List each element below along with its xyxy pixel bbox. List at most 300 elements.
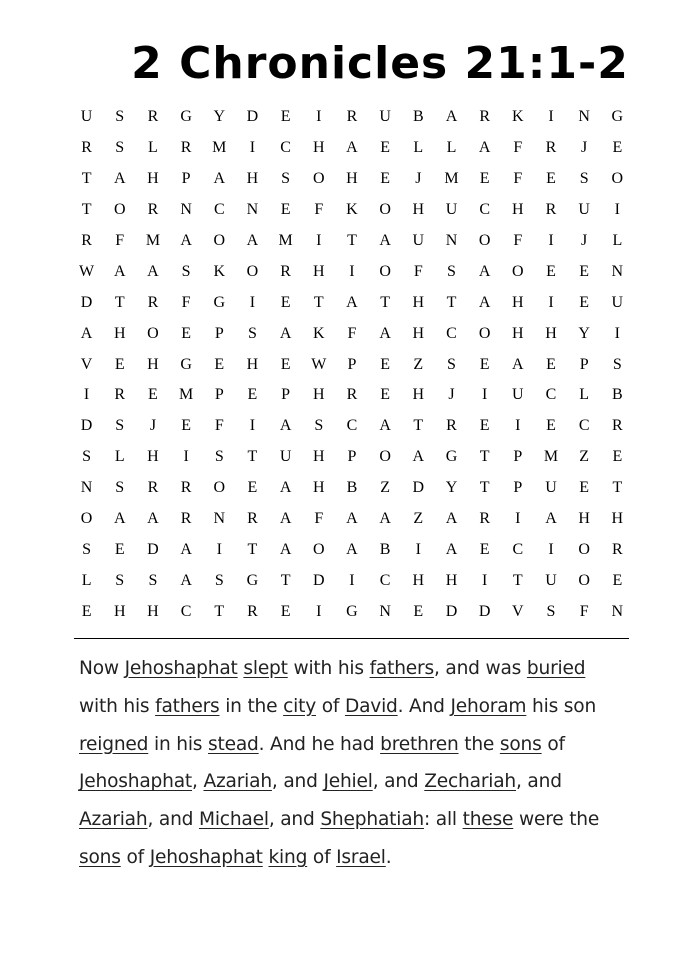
grid-letter: A (147, 510, 159, 528)
passage-text: . And he had (258, 733, 381, 755)
passage-text: of (541, 733, 565, 755)
grid-letter: U (379, 108, 391, 126)
hidden-word: brethren (380, 733, 459, 755)
passage-text: the (458, 733, 500, 755)
grid-letter: H (147, 602, 159, 620)
grid-letter: E (181, 324, 191, 342)
grid-letter: O (478, 324, 491, 342)
grid-letter: R (180, 510, 192, 528)
grid-letter: E (114, 355, 125, 373)
grid-letter: E (546, 417, 556, 435)
grid-letter: A (346, 510, 358, 528)
passage-text: his son (526, 695, 597, 717)
grid-letter: U (80, 108, 93, 126)
grid-letter: I (249, 293, 256, 311)
grid-letter: O (578, 540, 590, 558)
grid-letter: L (612, 232, 623, 249)
divider (74, 638, 629, 639)
grid-letter: O (113, 201, 126, 219)
passage-text: , and (516, 771, 562, 793)
hidden-word: Jehoshaphat (149, 846, 263, 868)
grid-letter: A (346, 540, 358, 558)
grid-letter: E (214, 355, 225, 373)
grid-letter: A (279, 324, 292, 342)
grid-letter: A (346, 293, 358, 311)
grid-letter: I (349, 571, 355, 589)
grid-letter: U (412, 232, 425, 249)
grid-letter: T (313, 293, 324, 311)
grid-letter: E (81, 602, 92, 620)
passage-text: : all (423, 809, 463, 831)
grid-letter: I (548, 232, 554, 249)
grid-letter: S (214, 571, 224, 589)
grid-letter: R (280, 262, 291, 280)
grid-letter: F (347, 324, 357, 342)
grid-letter: F (413, 262, 423, 280)
grid-letter: H (512, 293, 524, 311)
passage-text: of (120, 846, 150, 868)
hidden-word: slept (243, 658, 288, 679)
grid-letter: W (311, 355, 327, 373)
grid-letter: E (479, 355, 490, 373)
grid-letter: E (380, 386, 391, 404)
grid-letter: D (246, 108, 259, 126)
grid-letter: C (545, 386, 557, 404)
grid-letter: L (114, 448, 125, 466)
grid-letter: A (545, 510, 557, 528)
grid-letter: L (148, 139, 158, 157)
grid-letter: R (479, 108, 490, 126)
grid-letter: S (447, 355, 456, 373)
grid-letter: T (479, 479, 490, 497)
grid-letter: J (448, 386, 455, 404)
hidden-word: buried (526, 658, 586, 679)
grid-letter: G (611, 108, 624, 126)
grid-letter: U (611, 293, 624, 311)
grid-letter: Z (413, 355, 424, 373)
grid-letter: J (581, 139, 588, 157)
grid-letter: E (479, 170, 490, 188)
grid-letter: E (181, 417, 191, 435)
grid-letter: C (213, 201, 225, 219)
grid-letter: H (313, 479, 325, 497)
grid-letter: R (612, 540, 623, 558)
grid-letter: A (113, 262, 126, 280)
grid-letter: H (113, 602, 126, 620)
grid-letter: D (412, 479, 425, 497)
hidden-word: king (268, 846, 308, 868)
grid-letter: Z (579, 448, 590, 466)
grid-letter: T (413, 417, 424, 435)
passage-text: , (192, 771, 204, 793)
grid-row (70, 195, 634, 226)
passage-text: in the (219, 695, 284, 717)
grid-letter: E (413, 602, 424, 620)
grid-letter: C (446, 324, 457, 342)
grid-row (70, 164, 634, 195)
grid-letter: E (479, 540, 490, 558)
passage-line (79, 726, 639, 764)
passage-text: of (316, 695, 345, 717)
grid-letter: O (512, 262, 524, 280)
grid-letter: I (316, 232, 322, 249)
passage-line (79, 688, 639, 726)
grid-letter: G (246, 571, 259, 589)
grid-letter: B (612, 386, 623, 404)
grid-letter: I (614, 201, 620, 219)
grid-letter: T (512, 571, 523, 589)
grid-letter: N (578, 108, 590, 126)
grid-letter: A (512, 355, 524, 373)
grid-letter: K (213, 262, 226, 280)
grid-letter: K (512, 108, 524, 126)
grid-letter: H (147, 170, 159, 188)
grid-letter: R (147, 108, 159, 126)
passage-text: were the (513, 809, 600, 831)
grid-letter: Y (578, 324, 590, 342)
hidden-word: fathers (155, 695, 220, 717)
grid-letter: O (379, 262, 391, 280)
grid-letter: H (611, 510, 624, 528)
grid-letter: R (479, 510, 490, 528)
grid-letter: T (247, 540, 258, 558)
grid-letter: H (412, 571, 425, 589)
grid-letter: S (115, 479, 125, 497)
grid-letter: D (80, 293, 93, 311)
grid-letter: O (147, 324, 159, 342)
grid-letter: E (280, 293, 291, 311)
grid-letter: E (380, 139, 391, 157)
grid-letter: C (512, 540, 524, 558)
grid-letter: M (178, 386, 194, 404)
grid-letter: O (379, 448, 391, 466)
grid-letter: O (213, 479, 226, 497)
grid-letter: R (346, 386, 358, 404)
grid-letter: E (280, 201, 291, 219)
grid-letter: A (279, 510, 292, 528)
grid-letter: A (445, 540, 458, 558)
grid-letter: T (380, 293, 391, 311)
grid-letter: S (82, 448, 92, 466)
grid-letter: R (81, 139, 92, 157)
page-title: 2 Chronicles 21:1-2 (131, 38, 629, 89)
grid-letter: H (147, 448, 159, 466)
grid-letter: H (412, 324, 425, 342)
grid-letter: H (246, 355, 259, 373)
grid-letter: S (181, 262, 191, 280)
grid-letter: V (80, 355, 93, 373)
grid-letter: S (546, 602, 556, 620)
grid-letter: U (545, 479, 557, 497)
grid-letter: Z (380, 479, 391, 497)
grid-letter: Z (413, 510, 424, 528)
hidden-word: Jehoram (450, 695, 527, 717)
grid-letter: T (114, 293, 125, 311)
grid-letter: W (79, 262, 95, 280)
grid-letter: U (279, 448, 292, 466)
grid-letter: E (546, 170, 556, 188)
grid-letter: R (346, 108, 358, 126)
grid-letter: A (180, 571, 192, 589)
grid-letter: A (213, 170, 226, 188)
grid-letter: R (545, 139, 557, 157)
hidden-word: Shephatiah (320, 809, 424, 831)
grid-letter: P (181, 170, 191, 188)
grid-letter: T (81, 170, 92, 188)
grid-row (70, 596, 634, 627)
grid-letter: U (512, 386, 524, 404)
grid-letter: A (279, 540, 292, 558)
grid-letter: E (479, 417, 490, 435)
grid-letter: L (413, 139, 424, 157)
grid-letter: E (148, 386, 158, 404)
grid-letter: S (115, 417, 125, 435)
grid-letter: A (478, 139, 491, 157)
grid-row (70, 504, 634, 535)
grid-letter: H (412, 386, 425, 404)
grid-row (70, 133, 634, 164)
passage-text: . (385, 846, 392, 868)
scripture-passage (79, 650, 639, 877)
grid-letter: H (412, 201, 425, 219)
grid-letter: I (548, 540, 554, 558)
grid-letter: E (579, 479, 590, 497)
hidden-word: these (462, 809, 514, 831)
passage-text: . And (397, 695, 451, 717)
grid-letter: P (513, 448, 523, 466)
passage-text: in his (148, 733, 209, 755)
grid-letter: D (313, 571, 325, 589)
grid-letter: Y (213, 108, 226, 126)
grid-letter: R (147, 479, 159, 497)
passage-text: , and (268, 809, 321, 831)
grid-row (70, 318, 634, 349)
grid-letter: P (347, 355, 357, 373)
passage-text: of (307, 846, 337, 868)
passage-text: , and (271, 771, 324, 793)
grid-letter: S (148, 571, 158, 589)
grid-letter: A (478, 262, 491, 280)
grid-letter: L (446, 139, 457, 157)
grid-letter: T (446, 293, 457, 311)
grid-letter: F (513, 232, 523, 249)
grid-letter: H (313, 139, 325, 157)
passage-text: , and (372, 771, 425, 793)
grid-letter: S (579, 170, 589, 188)
grid-letter: E (612, 571, 623, 589)
grid-letter: N (180, 201, 192, 219)
grid-letter: P (214, 324, 224, 342)
grid-letter: H (313, 262, 325, 280)
grid-letter: E (380, 355, 391, 373)
grid-letter: V (512, 602, 524, 620)
grid-letter: S (115, 139, 125, 157)
grid-letter: A (445, 510, 458, 528)
grid-letter: S (115, 571, 125, 589)
grid-row (70, 411, 634, 442)
grid-letter: O (578, 571, 590, 589)
grid-letter: H (346, 170, 358, 188)
grid-letter: I (415, 540, 421, 558)
passage-text: with his (287, 658, 370, 679)
grid-letter: H (512, 201, 524, 219)
grid-letter: C (578, 417, 590, 435)
grid-letter: R (81, 232, 92, 249)
grid-letter: F (314, 201, 324, 219)
hidden-word: fathers (369, 658, 434, 679)
grid-letter: G (445, 448, 458, 466)
grid-letter: T (347, 232, 357, 249)
grid-letter: I (548, 108, 554, 126)
word-search-grid (70, 102, 634, 627)
grid-letter: A (346, 139, 358, 157)
grid-letter: R (180, 139, 192, 157)
grid-letter: F (513, 170, 523, 188)
grid-letter: O (478, 232, 491, 249)
grid-letter: C (479, 201, 490, 219)
grid-letter: I (316, 602, 322, 620)
grid-letter: H (147, 355, 159, 373)
grid-letter: A (246, 232, 259, 249)
grid-letter: H (412, 293, 425, 311)
grid-letter: E (579, 293, 590, 311)
grid-letter: H (246, 170, 259, 188)
hidden-word: city (283, 695, 316, 717)
grid-letter: R (247, 602, 258, 620)
grid-letter: H (512, 324, 524, 342)
grid-letter: B (346, 479, 358, 497)
grid-letter: I (614, 324, 620, 342)
grid-letter: N (611, 602, 624, 620)
grid-letter: O (611, 170, 624, 188)
grid-letter: N (611, 262, 624, 280)
grid-letter: A (180, 232, 192, 249)
grid-letter: T (214, 602, 225, 620)
grid-letter: K (313, 324, 325, 342)
grid-letter: R (147, 293, 159, 311)
grid-letter: A (113, 170, 126, 188)
grid-row (70, 565, 634, 596)
grid-letter: A (445, 108, 458, 126)
grid-letter: H (578, 510, 590, 528)
grid-letter: S (314, 417, 324, 435)
grid-letter: P (281, 386, 291, 404)
grid-row (70, 102, 634, 133)
grid-letter: I (548, 293, 554, 311)
grid-letter: I (349, 262, 355, 280)
grid-letter: J (149, 417, 157, 435)
grid-row (70, 534, 634, 565)
passage-line (79, 650, 639, 688)
grid-letter: D (147, 540, 159, 558)
hidden-word: sons (499, 733, 542, 755)
passage-text: with his (79, 695, 156, 717)
grid-row (70, 226, 634, 257)
grid-letter: R (545, 201, 557, 219)
hidden-word: Israel (336, 846, 386, 868)
grid-letter: E (546, 262, 556, 280)
grid-letter: A (379, 324, 391, 342)
grid-letter: E (247, 386, 258, 404)
grid-row (70, 287, 634, 318)
grid-letter: H (445, 571, 458, 589)
hidden-word: David (344, 695, 398, 717)
grid-letter: T (247, 448, 258, 466)
grid-letter: R (612, 417, 623, 435)
grid-letter: T (612, 479, 623, 497)
grid-letter: C (280, 139, 291, 157)
grid-letter: A (279, 479, 292, 497)
grid-letter: G (346, 602, 358, 620)
grid-letter: F (214, 417, 224, 435)
grid-letter: P (513, 479, 523, 497)
grid-letter: M (145, 232, 161, 249)
passage-line (79, 801, 639, 839)
grid-letter: O (313, 170, 325, 188)
hidden-word: Michael (198, 809, 269, 831)
grid-letter: E (280, 108, 291, 126)
grid-letter: I (481, 571, 488, 589)
hidden-word: reigned (79, 733, 149, 755)
grid-letter: S (115, 108, 125, 126)
grid-letter: A (147, 262, 159, 280)
passage-text: , and (147, 809, 199, 831)
grid-letter: S (447, 262, 456, 280)
grid-letter: N (246, 201, 259, 219)
passage-text: Now (79, 658, 125, 679)
grid-letter: A (379, 510, 391, 528)
grid-letter: K (346, 201, 358, 219)
grid-letter: A (379, 232, 391, 249)
grid-letter: M (278, 232, 293, 249)
grid-letter: T (280, 571, 291, 589)
grid-letter: F (115, 232, 125, 249)
grid-row (70, 380, 634, 411)
grid-letter: E (612, 139, 623, 157)
passage-line (79, 839, 639, 877)
grid-letter: F (579, 602, 589, 620)
grid-letter: O (246, 262, 259, 280)
grid-letter: H (313, 386, 325, 404)
grid-row (70, 473, 634, 504)
grid-letter: R (446, 417, 457, 435)
grid-letter: N (80, 479, 93, 497)
grid-letter: T (479, 448, 490, 466)
grid-letter: H (545, 324, 557, 342)
grid-letter: I (481, 386, 488, 404)
grid-letter: S (214, 448, 224, 466)
hidden-word: Jehoshaphat (79, 771, 193, 793)
grid-letter: E (280, 355, 291, 373)
grid-letter: U (545, 571, 557, 589)
grid-letter: I (216, 540, 222, 558)
hidden-word: Azariah (203, 771, 272, 793)
hidden-word: Jehiel (323, 771, 373, 793)
grid-letter: L (579, 386, 590, 404)
grid-letter: R (247, 510, 258, 528)
grid-letter: I (183, 448, 189, 466)
grid-letter: I (83, 386, 90, 404)
grid-letter: M (444, 170, 459, 188)
hidden-word: Zechariah (424, 771, 517, 793)
grid-letter: O (80, 510, 93, 528)
grid-letter: F (513, 139, 523, 157)
grid-letter: H (113, 324, 126, 342)
grid-letter: S (612, 355, 622, 373)
grid-letter: D (445, 602, 458, 620)
grid-letter: S (281, 170, 291, 188)
grid-letter: A (412, 448, 425, 466)
